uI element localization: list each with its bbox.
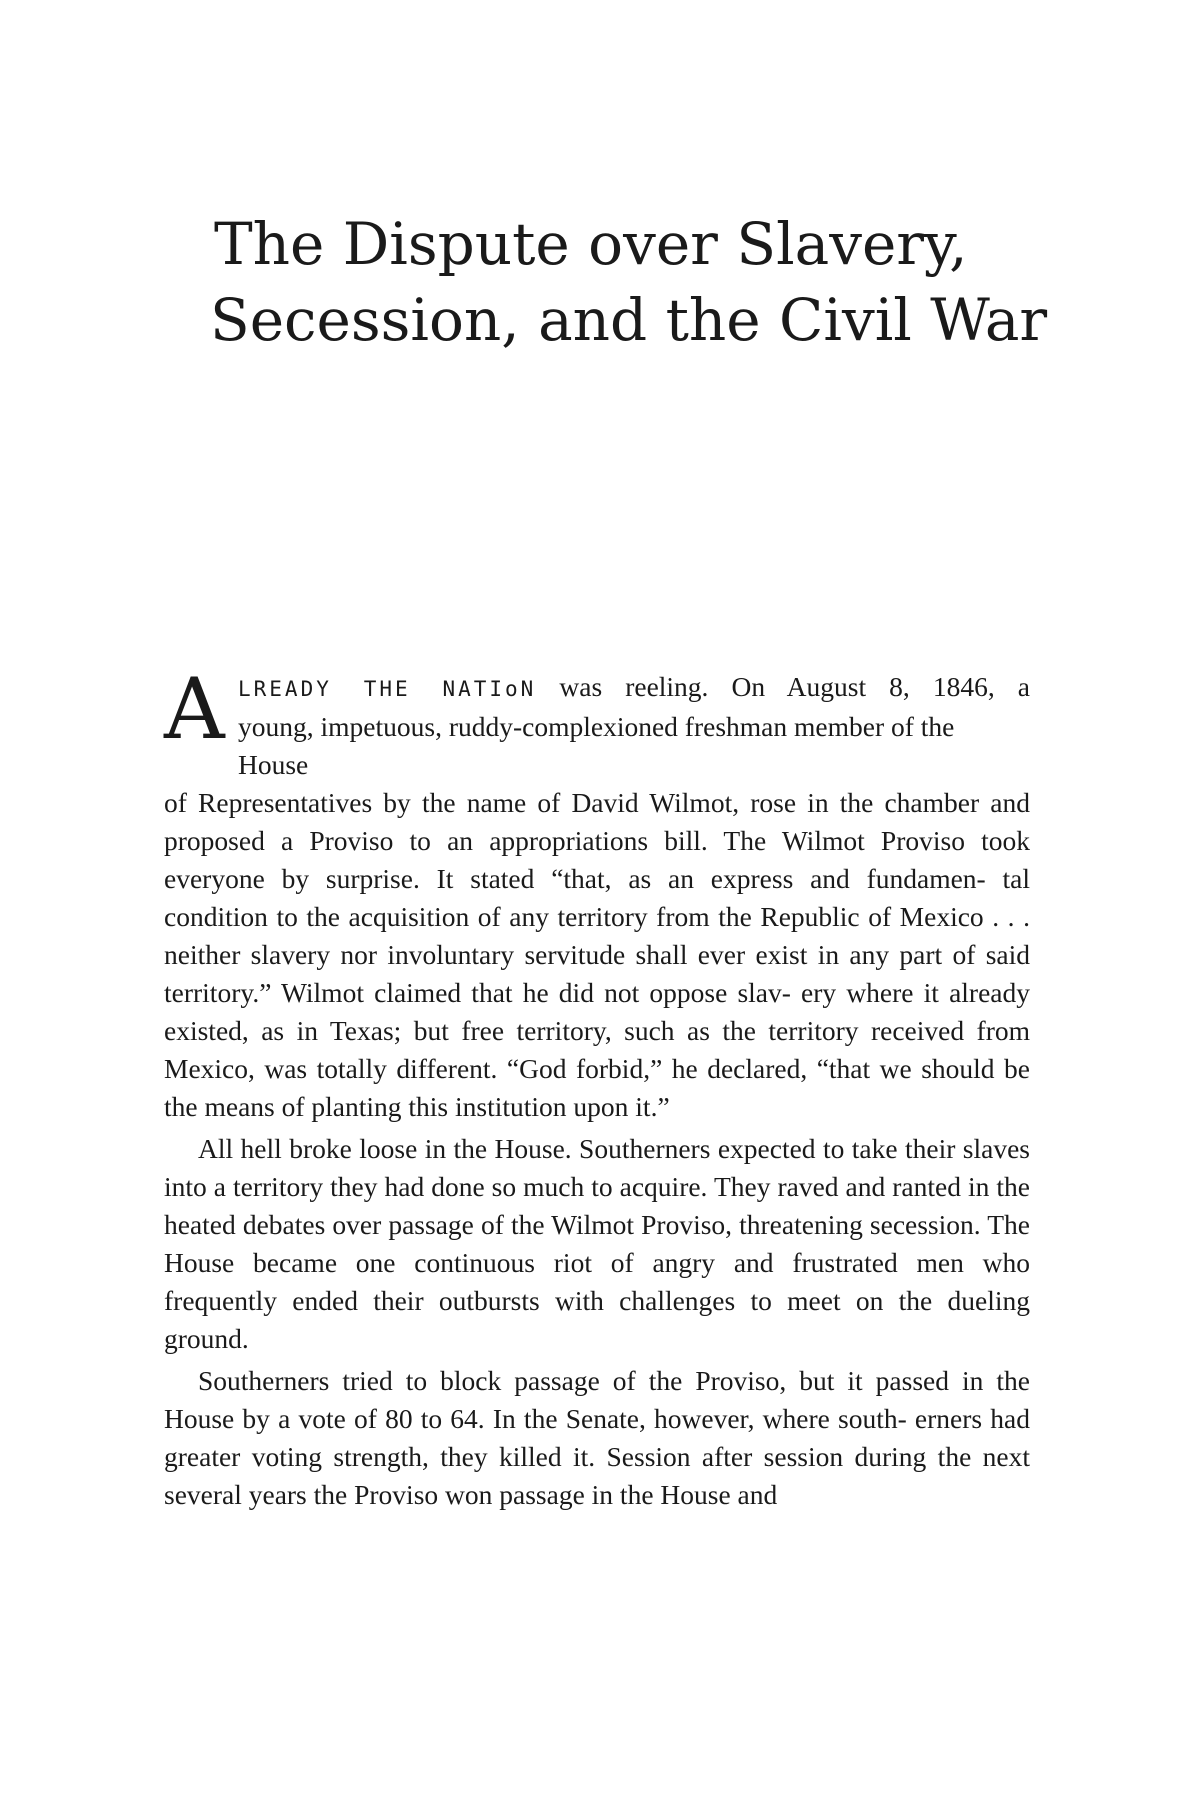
opening-lines [238,668,1030,784]
chapter-title-line-1: The Dispute over Slavery, [214,210,968,278]
chapter-body [164,660,1030,1514]
chapter-title [210,206,1094,358]
paragraph-1-continued: of Representatives by the name of David Wilmot, rose in the chamber and proposed a Proviso to an appropriations bill. The Wilmot Proviso took everyone by surprise. It stated “that, as an express and fundamen- tal condition to the acquisition of any territory from the Republic of Mexico . . . neither slavery nor involuntary servitude shall ever exist in any part of said territory.” Wilmot claimed that he did not oppose slav- ery where it already existed, as in Texas; but free territory, such as the territory received from Mexico, was totally different. “God forbid,” he declared, “that we should be the means of planting this institution upon it.” [164,787,1030,1122]
opening-line-2: young, impetuous, ruddy-complexioned freshman member of the [238,711,955,742]
opening-paragraph-start [164,660,1030,784]
paragraph-2: All hell broke loose in the House. Southerners expected to take their slaves into a territory they had done so much to acquire. They raved and ranted in the heated debates over passage of the Wilmot Proviso, threatening secession. The House became one continuous riot of angry and frustrated men who frequently ended their outbursts with challenges to meet on the dueling ground. [164,1133,1030,1354]
drop-cap: A [164,660,225,758]
chapter-title-line-2: Secession, and the Civil War [210,286,1048,354]
opening-small-caps: LREADY THE NATIoN [238,677,537,701]
paragraph-3: Southerners tried to block passage of the Proviso, but it passed in the House by a vote of 80 to 64. In the Senate, however, where south- erners had greater voting strength, they killed it. Session after session during the next several years the Proviso won passage in the House and [164,1365,1030,1510]
opening-line-1-rest: was reeling. On August 8, 1846, a [559,671,1030,702]
opening-line-3: House [238,749,309,780]
opening-line-1 [238,668,1030,708]
